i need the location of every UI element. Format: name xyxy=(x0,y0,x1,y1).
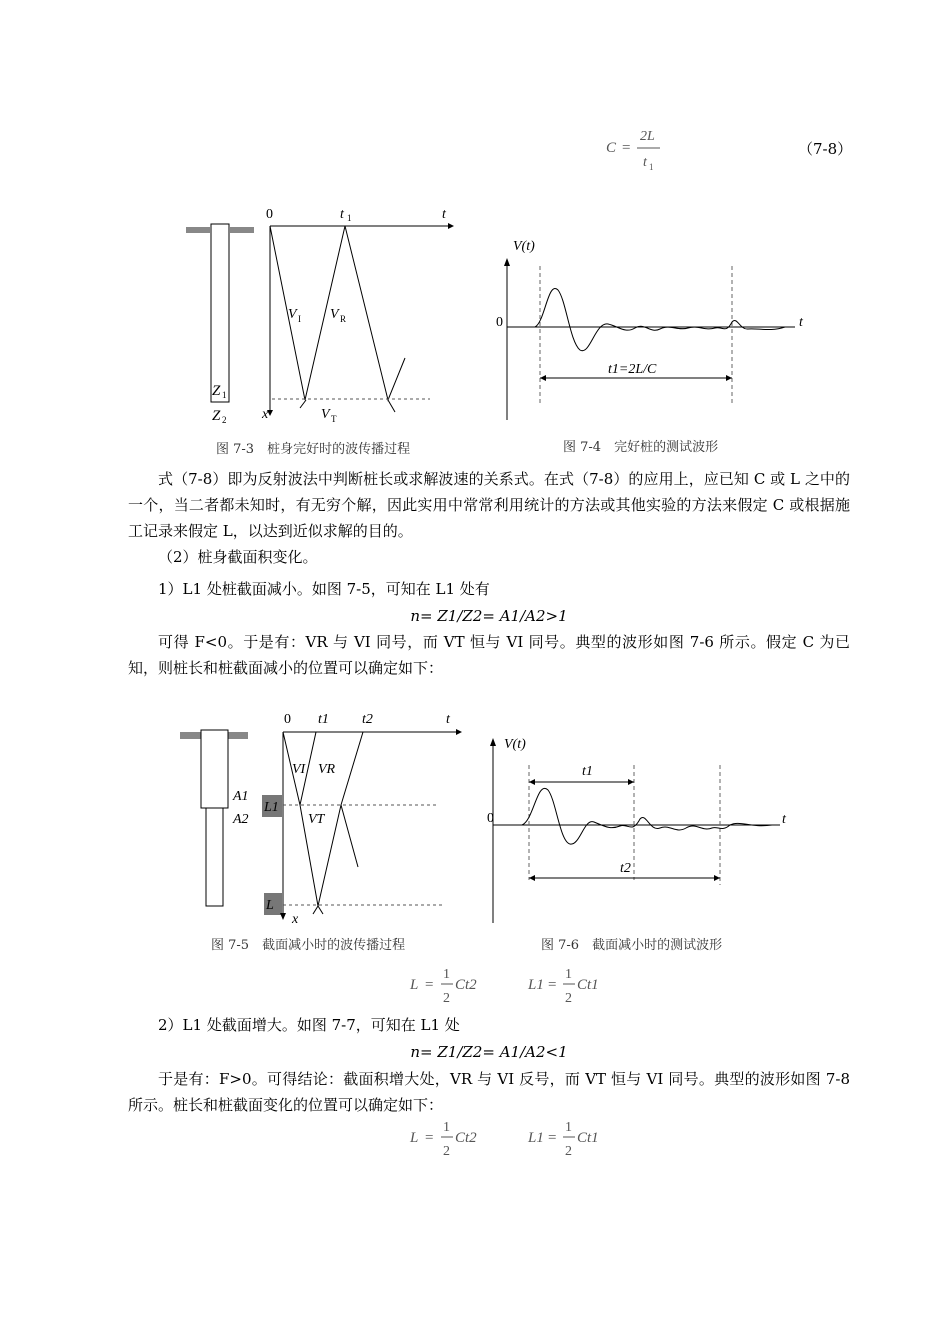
figure-7-3 xyxy=(180,200,460,435)
paragraph-3: 可得 F<0。于是有：VR 与 VI 同号，而 VT 恒与 VI 同号。典型的波形如图 7-6 所示。假定 C 为已知，则桩长和桩截面减小的位置可以确定如下： xyxy=(128,633,850,677)
svg-text:R: R xyxy=(340,314,347,324)
svg-text:2: 2 xyxy=(565,1144,572,1159)
svg-text:=: = xyxy=(425,1130,434,1146)
svg-text:L1: L1 xyxy=(528,977,544,993)
svg-text:=: = xyxy=(548,1130,557,1146)
paragraph-4: 2）L1 处截面增大。如图 7-7，可知在 L1 处 xyxy=(158,1016,460,1034)
svg-text:Ct1: Ct1 xyxy=(577,1130,599,1146)
svg-text:2: 2 xyxy=(443,1144,450,1159)
svg-text:Z: Z xyxy=(212,408,221,424)
svg-text:t1: t1 xyxy=(582,764,593,779)
svg-text:1: 1 xyxy=(347,213,352,223)
svg-text:V: V xyxy=(321,407,330,422)
svg-text:1: 1 xyxy=(649,162,654,172)
svg-text:x: x xyxy=(262,407,269,422)
svg-text:L1: L1 xyxy=(528,1130,544,1146)
svg-text:2: 2 xyxy=(565,991,572,1006)
figure-7-5 xyxy=(178,705,468,933)
svg-text:t: t xyxy=(799,315,803,330)
svg-text:Ct1: Ct1 xyxy=(577,977,599,993)
svg-text:A2: A2 xyxy=(233,812,249,827)
svg-text:L: L xyxy=(266,898,274,913)
svg-text:V(t): V(t) xyxy=(513,239,535,254)
svg-text:t: t xyxy=(446,712,450,727)
svg-text:t: t xyxy=(782,812,786,827)
figure-7-4-caption: 图 7-4 完好桩的测试波形 xyxy=(563,440,719,455)
equation-n1: n= Z1/Z2= A1/A2>1 xyxy=(410,607,568,625)
svg-text:1: 1 xyxy=(443,1120,450,1135)
svg-text:VI: VI xyxy=(292,762,306,777)
svg-text:V: V xyxy=(288,307,297,322)
svg-text:t1: t1 xyxy=(318,712,329,727)
formula-length-2 xyxy=(405,1113,625,1161)
svg-text:VR: VR xyxy=(318,762,336,777)
figure-7-5-caption: 图 7-5 截面减小时的波传播过程 xyxy=(211,938,406,953)
svg-text:=: = xyxy=(622,140,631,156)
svg-text:t: t xyxy=(442,207,446,222)
svg-text:0: 0 xyxy=(487,811,494,826)
figure-7-6-caption: 图 7-6 截面减小时的测试波形 xyxy=(541,938,723,953)
equation-n2: n= Z1/Z2= A1/A2<1 xyxy=(410,1043,568,1061)
paragraph-1: 式（7-8）即为反射波法中判断桩长或求解波速的关系式。在式（7-8）的应用上，应已知 C 或 L 之中的一个，当二者都未知时，有无穷个解，因此实用中常常利用统计的方法或其他实验的方法来假定 C 或根据施工记录来假定 L，以达到近似求解的目的。 xyxy=(128,470,850,540)
svg-text:T: T xyxy=(331,414,337,424)
svg-text:0: 0 xyxy=(284,712,291,727)
svg-text:t1=2L/C: t1=2L/C xyxy=(608,362,657,377)
svg-text:x: x xyxy=(292,912,299,927)
svg-text:2L: 2L xyxy=(640,129,655,144)
svg-text:I: I xyxy=(298,314,301,324)
svg-text:=: = xyxy=(548,977,557,993)
svg-text:0: 0 xyxy=(266,207,273,222)
svg-text:t: t xyxy=(643,155,647,170)
svg-text:Ct2: Ct2 xyxy=(455,977,477,993)
svg-text:2: 2 xyxy=(222,415,227,425)
svg-text:L: L xyxy=(410,977,419,993)
svg-text:t: t xyxy=(340,207,344,222)
equation-7-8 xyxy=(600,124,680,176)
section-heading: （2）桩身截面积变化。 xyxy=(158,548,318,566)
svg-text:1: 1 xyxy=(443,967,450,982)
svg-text:Ct2: Ct2 xyxy=(455,1130,477,1146)
paragraph-2: 1）L1 处桩截面减小。如图 7-5，可知在 L1 处有 xyxy=(158,580,490,598)
svg-text:V(t): V(t) xyxy=(504,737,526,752)
svg-text:t2: t2 xyxy=(620,861,631,876)
svg-text:=: = xyxy=(425,977,434,993)
equation-tag: （7-8） xyxy=(798,140,853,158)
figure-7-6 xyxy=(482,730,792,928)
svg-text:V: V xyxy=(330,307,339,322)
svg-text:2: 2 xyxy=(443,991,450,1006)
figure-7-3-caption: 图 7-3 桩身完好时的波传播过程 xyxy=(216,442,411,457)
formula-length-1 xyxy=(405,960,625,1008)
svg-text:A1: A1 xyxy=(233,789,249,804)
svg-text:0: 0 xyxy=(496,315,503,330)
svg-text:1: 1 xyxy=(565,1120,572,1135)
svg-text:L1: L1 xyxy=(264,800,279,815)
paragraph-5: 于是有：F>0。可得结论：截面积增大处，VR 与 VI 反号，而 VT 恒与 VI 同号。典型的波形如图 7-8 所示。桩长和桩截面变化的位置可以确定如下： xyxy=(128,1070,850,1114)
svg-text:L: L xyxy=(410,1130,419,1146)
svg-text:VT: VT xyxy=(308,812,325,827)
svg-text:1: 1 xyxy=(565,967,572,982)
svg-text:t2: t2 xyxy=(362,712,373,727)
figure-7-4 xyxy=(490,230,820,430)
svg-text:1: 1 xyxy=(222,390,227,400)
svg-text:Z: Z xyxy=(212,383,221,399)
svg-text:C: C xyxy=(606,140,617,156)
